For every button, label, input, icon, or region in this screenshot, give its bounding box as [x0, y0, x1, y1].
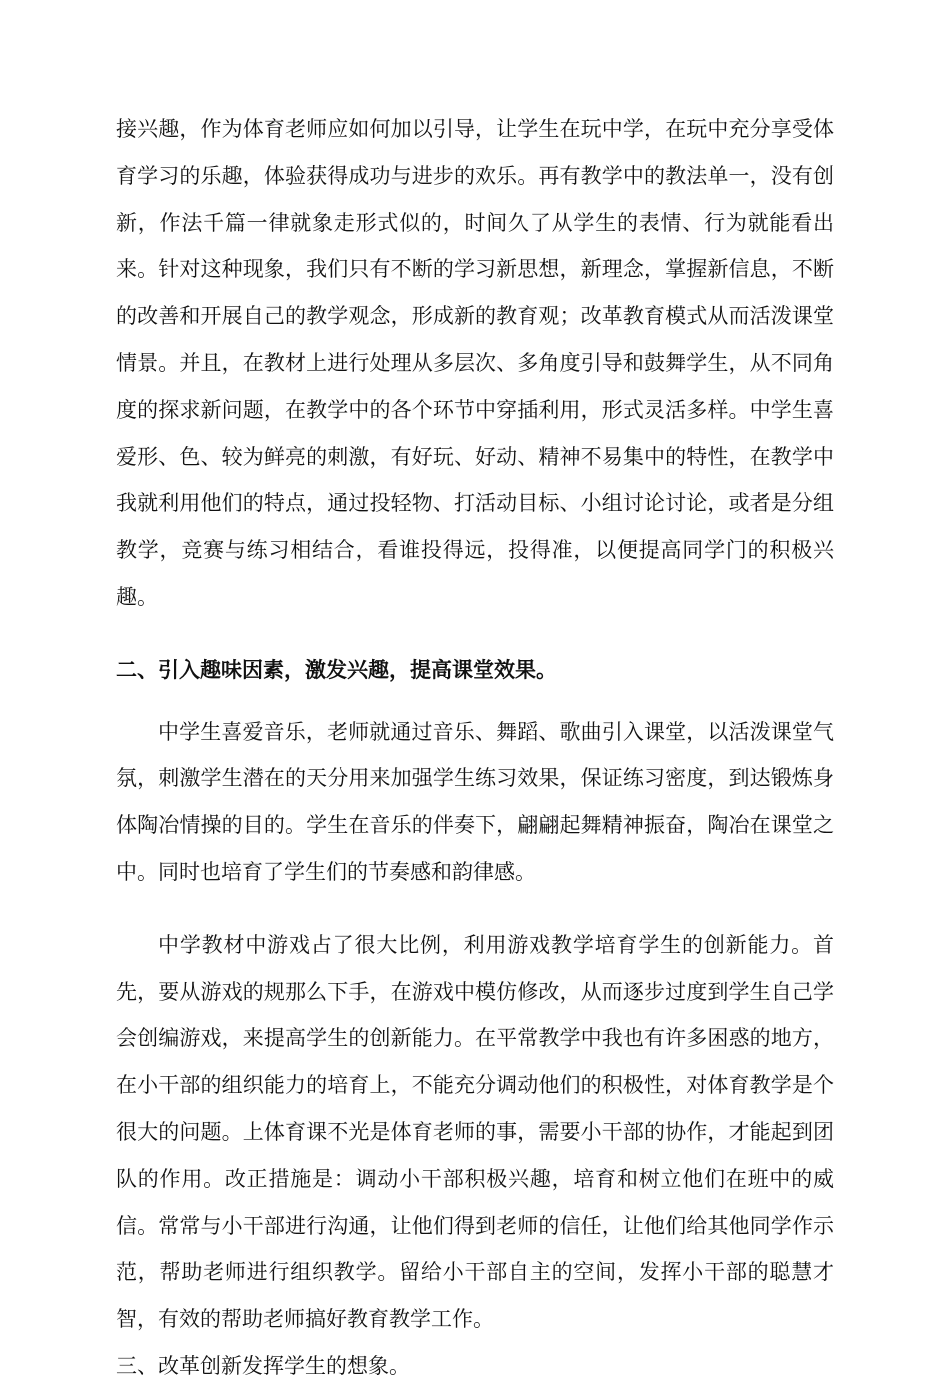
section-heading-2: 二、引入趣味因素，激发兴趣，提高课堂效果。 [116, 657, 557, 682]
paragraph-music: 中学生喜爱音乐，老师就通过音乐、舞蹈、歌曲引入课堂，以活泼课堂气氛，刺激学生潜在的天分用来加强学生练习效果，保证练习密度，到达锻炼身体陶冶情操的目的。学生在音乐的伴奏下，翩翩起舞精神振奋，陶冶在课堂之中。同时也培育了学生们的节奏感和韵律感。 [116, 719, 834, 884]
section-heading-3: 三、改革创新发挥学生的想象。 [116, 1353, 410, 1378]
document-body [116, 106, 834, 1390]
paragraph-continued: 接兴趣，作为体育老师应如何加以引导，让学生在玩中学，在玩中充分享受体育学习的乐趣，体验获得成功与进步的欢乐。再有教学中的教法单一，没有创新，作法千篇一律就象走形式似的，时间久了从学生的表情、行为就能看出来。针对这种现象，我们只有不断的学习新思想，新理念，掌握新信息，不断的改善和开展自己的教学观念，形成新的教育观；改革教育模式从而活泼课堂情景。并且，在教材上进行处理从多层次、多角度引导和鼓舞学生，从不同角度的探求新问题，在教学中的各个环节中穿插利用，形式灵活多样。中学生喜爱形、色、较为鲜亮的刺激，有好玩、好动、精神不易集中的特性，在教学中我就利用他们的特点，通过投轻物、打活动目标、小组讨论讨论，或者是分组教学，竞赛与练习相结合，看谁投得远，投得准，以便提高同学门的积极兴趣。 [116, 117, 834, 609]
paragraph-games: 中学教材中游戏占了很大比例，利用游戏教学培育学生的创新能力。首先，要从游戏的规那么下手，在游戏中模仿修改，从而逐步过度到学生自己学会创编游戏，来提高学生的创新能力。在平常教学中我也有许多困惑的地方，在小干部的组织能力的培育上，不能充分调动他们的积极性，对体育教学是个很大的问题。上体育课不光是体育老师的事，需要小干部的协作，才能起到团队的作用。改正措施是：调动小干部积极兴趣，培育和树立他们在班中的威信。常常与小干部进行沟通，让他们得到老师的信任，让他们给其他同学作示范，帮助老师进行组织教学。留给小干部自主的空间，发挥小干部的聪慧才智，有效的帮助老师搞好教育教学工作。 [116, 932, 834, 1332]
